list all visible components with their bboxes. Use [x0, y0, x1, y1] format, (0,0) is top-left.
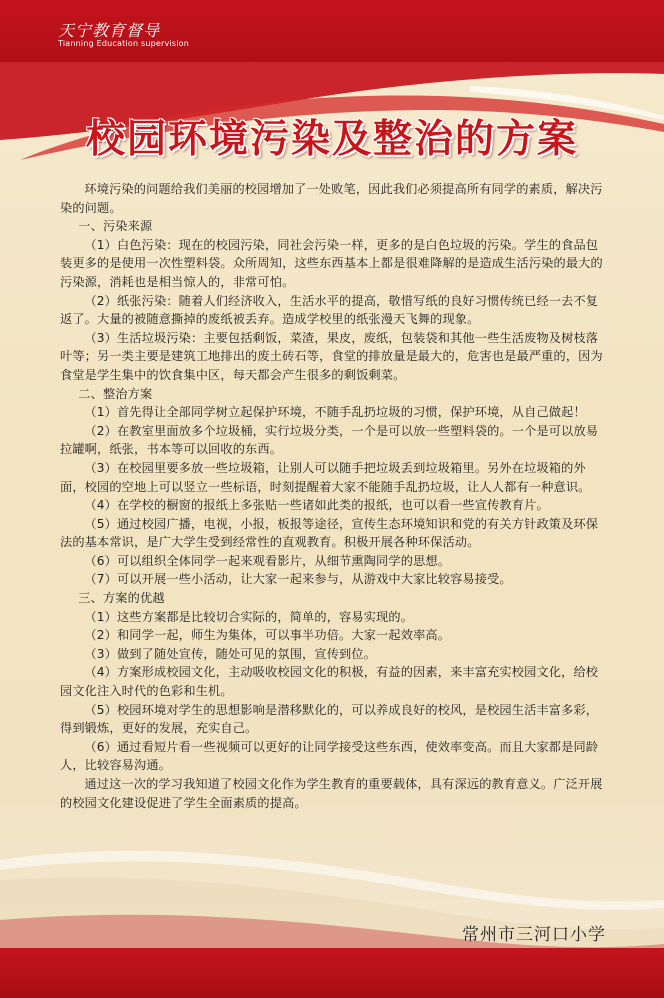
list-item: （1）白色污染：现在的校园污染，同社会污染一样，更多的是白色垃圾的污染。学生的食品包装更多的是使用一次性塑料袋。众所周知，这些东西基本上都是很难降解的是造成生活污染的最大的污染源，消耗也是相当惊人的，非常可怕。: [60, 237, 603, 289]
page-title: 校园环境污染及整治的方案: [85, 116, 578, 162]
school-name: 常州市三河口小学: [462, 925, 606, 945]
list-item: （6）可以组织全体同学一起来观看影片，从细节熏陶同学的思想。: [84, 553, 451, 568]
list-item: （6）通过看短片看一些视频可以更好的让同学接受这些东西，使效率变高。而且大家都是同龄人，比较容易沟通。: [60, 739, 599, 773]
brand-logo-text: 天宁教育督导: [58, 21, 161, 40]
document-body: [60, 180, 608, 812]
section-heading: 一、污染来源: [78, 219, 153, 234]
list-item: （7）可以开展一些小活动，让大家一起来参与，从游戏中大家比较容易接受。: [84, 572, 512, 587]
bottom-banner: [0, 948, 664, 998]
list-item: （4）在学校的橱窗的报纸上多张贴一些诸如此类的报纸，也可以看一些宣传教育片。: [84, 498, 549, 513]
list-item: （3）做到了随处宣传，随处可见的氛围，宣传到位。: [84, 646, 377, 661]
list-item: （1）首先得让全部同学树立起保护环境，不随手乱扔垃圾的习惯，保护环境，从自己做起！: [84, 405, 586, 420]
list-item: （4）方案形成校园文化，主动吸收校园文化的积极，有益的因素，来丰富充实校园文化，给校园文化注入时代的色彩和生机。: [60, 665, 599, 699]
intro-paragraph: 环境污染的问题给我们美丽的校园增加了一处败笔，因此我们必须提高所有同学的素质，解决污染的问题。: [60, 182, 603, 215]
list-item: （3）在校园里要多放一些垃圾箱，让别人可以随手把垃圾丢到垃圾箱里。另外在垃圾箱的外面，校园的空地上可以竖立一些标语，时刻提醒着大家不能随手乱扔垃圾，让人人都有一种意识。: [60, 460, 591, 494]
conclusion-paragraph: 通过这一次的学习我知道了校园文化作为学生教育的重要载体，具有深远的教育意义。广泛开展的校园文化建设促进了学生全面素质的提高。: [60, 777, 603, 810]
list-item: （2）纸张污染：随着人们经济收入，生活水平的提高，敬惜写纸的良好习惯传统已经一去不复返了。大量的被随意撕掉的废纸被丢弃。造成学校里的纸张漫天飞舞的现象。: [60, 293, 599, 327]
brand-english-name: Tianning Education supervision: [58, 39, 190, 48]
list-item: （2）和同学一起，师生为集体，可以事半功倍。大家一起效率高。: [84, 628, 451, 643]
list-item: （3）生活垃圾污染：主要包括剩饭，菜渣，果皮，废纸，包装袋和其他一些生活废物及树枝落叶等；另一类主要是建筑工地排出的废土砖石等，食堂的排放量是最大的，危害也是最严重的，因为食堂是学生集中的饮食集中区，每天都会产生很多的剩饭剩菜。: [60, 330, 603, 382]
list-item: （5）通过校园广播，电视，小报，板报等途径，宣传生态环境知识和党的有关方针政策及环保法的基本常识，是广大学生受到经常性的直观教育。积极开展各种环保活动。: [60, 516, 599, 550]
section-heading: 三、方案的优越: [78, 591, 165, 606]
list-item: （2）在教室里面放多个垃圾桶，实行垃圾分类，一个是可以放一些塑料袋的。一个是可以放易拉罐啊，纸张，书本等可以回收的东西。: [60, 423, 599, 457]
section-heading: 二、整治方案: [78, 386, 153, 401]
list-item: （5）校园环境对学生的思想影响是潜移默化的，可以养成良好的校风，是校园生活丰富多彩，得到锻炼，更好的发展，充实自己。: [60, 702, 599, 736]
list-item: （1）这些方案都是比较切合实际的，简单的，容易实现的。: [84, 609, 414, 624]
